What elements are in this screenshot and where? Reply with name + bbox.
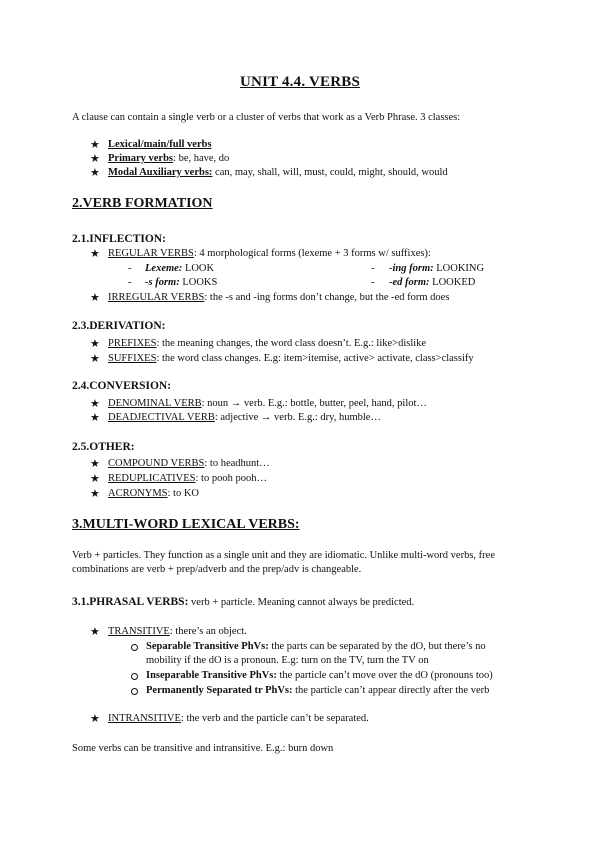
phrasal-text: verb + particle. Meaning cannot always be predicted. [188,597,415,608]
paragraph-line: Verb + particles. They function as a single unit and they are idiomatic. Unlike multi-word verbs, free [72,550,495,561]
dash-bullet: - [371,277,375,288]
star-bullet-icon: ★ [90,353,100,365]
dash-bullet: - [371,263,375,274]
subsection-heading: 2.5.OTHER: [72,441,135,453]
class-item [108,138,212,152]
term-label: IRREGULAR VERBS [108,292,205,303]
phrasal-heading: 3.1.PHRASAL VERBS: [72,596,189,608]
term-label: INTRANSITIVE [108,713,181,724]
verb-form-item [145,262,214,276]
intransitive-item [108,712,369,726]
verb-form-item [145,276,217,290]
subsection-heading: 2.1.INFLECTION: [72,233,166,245]
page-title: UNIT 4.4. VERBS [240,74,360,90]
term-label: REDUPLICATIVES [108,473,196,484]
star-bullet-icon: ★ [90,473,100,485]
star-bullet-icon: ★ [90,458,100,470]
star-bullet-icon: ★ [90,248,100,260]
verb-form-item [389,262,484,276]
term-label: DENOMINAL VERB [108,398,202,409]
form-label: -ing form: [389,263,434,274]
form-label: -s form: [145,277,180,288]
class-label: Lexical/main/full verbs [108,139,212,150]
derivation-item [108,352,474,366]
subtype-text: the particle can’t move over the dO (pronouns too) [276,670,493,681]
term-text: : the verb and the particle can’t be separated. [180,713,369,724]
form-label: Lexeme: [145,263,183,274]
term-label: COMPOUND VERBS [108,458,205,469]
subtype-label: Separable Transitive PhVs: [146,641,269,652]
class-item [108,152,229,166]
other-item [108,472,267,486]
subsection-heading: 2.4.CONVERSION: [72,380,172,392]
other-item [108,487,199,501]
subtype-item [146,684,489,698]
irregular-verbs-item [108,291,449,305]
term-text: : to KO [167,488,200,499]
transitive-item [108,625,247,639]
intro-text: A clause can contain a single verb or a cluster of verbs that work as a Verb Phrase. 3 classes: [72,112,461,123]
regular-verbs-item [108,247,431,261]
term-label: TRANSITIVE [108,626,170,637]
term-label: SUFFIXES [108,353,157,364]
form-label: -ed form: [389,277,430,288]
circle-bullet-icon [131,644,138,651]
subtype-label: Inseparable Transitive PhVs: [146,670,277,681]
star-bullet-icon: ★ [90,153,100,165]
class-text: : be, have, do [173,153,230,164]
term-text: : 4 morphological forms (lexeme + 3 forms w/ suffixes): [193,248,431,259]
term-text: : adjective → verb. E.g.: dry, humble… [214,412,381,423]
term-text: : to pooh pooh… [195,473,267,484]
term-text: : there’s an object. [169,626,247,637]
form-value: LOOKS [179,277,218,288]
closing-text: Some verbs can be transitive and intransitive. E.g.: burn down [72,743,334,754]
subtype-label: Permanently Separated tr PhVs: [146,685,293,696]
term-label: REGULAR VERBS [108,248,194,259]
section-heading: 2.VERB FORMATION [72,196,213,211]
term-label: DEADJECTIVAL VERB [108,412,215,423]
term-text: : the -s and -ing forms don’t change, but the -ed form does [204,292,450,303]
form-value: LOOK [182,263,215,274]
star-bullet-icon: ★ [90,167,100,179]
paragraph-line: combinations are verb + prep/adverb and the prep/adv is changeable. [72,564,362,575]
section-heading: 3.MULTI-WORD LEXICAL VERBS: [72,517,300,532]
subtype-text: the parts can be separated by the dO, but there’s no [268,641,486,652]
dash-bullet: - [128,277,132,288]
other-item [108,457,270,471]
term-text: : noun → verb. E.g.: bottle, butter, peel, hand, pilot… [201,398,427,409]
class-item [108,166,448,180]
star-bullet-icon: ★ [90,626,100,638]
star-bullet-icon: ★ [90,292,100,304]
subtype-item [146,669,493,683]
dash-bullet: - [128,263,132,274]
conversion-item [108,411,381,425]
conversion-item [108,397,427,411]
star-bullet-icon: ★ [90,488,100,500]
verb-form-item [389,276,475,290]
circle-bullet-icon [131,688,138,695]
star-bullet-icon: ★ [90,338,100,350]
subsection-heading: 2.3.DERIVATION: [72,320,166,332]
class-label: Primary verbs [108,153,174,164]
derivation-item [108,337,426,351]
star-bullet-icon: ★ [90,412,100,424]
class-label: Modal Auxiliary verbs: [108,167,213,178]
subtype-continuation: mobility if the dO is a pronoun. E.g: turn on the TV, turn the TV on [146,655,429,666]
term-text: : the meaning changes, the word class doesn’t. E.g.: like>dislike [156,338,427,349]
term-text: : to headhunt… [204,458,270,469]
subtype-text: the particle can’t appear directly after the verb [292,685,490,696]
term-label: PREFIXES [108,338,157,349]
subtype-item [146,640,486,654]
form-value: LOOKING [433,263,485,274]
star-bullet-icon: ★ [90,713,100,725]
phrasal-verbs-line [72,595,414,610]
star-bullet-icon: ★ [90,398,100,410]
form-value: LOOKED [429,277,476,288]
circle-bullet-icon [131,673,138,680]
class-text: can, may, shall, will, must, could, might, should, would [212,167,448,178]
term-text: : the word class changes. E.g: item>itemise, active> activate, class>classify [156,353,474,364]
term-label: ACRONYMS [108,488,168,499]
star-bullet-icon: ★ [90,139,100,151]
